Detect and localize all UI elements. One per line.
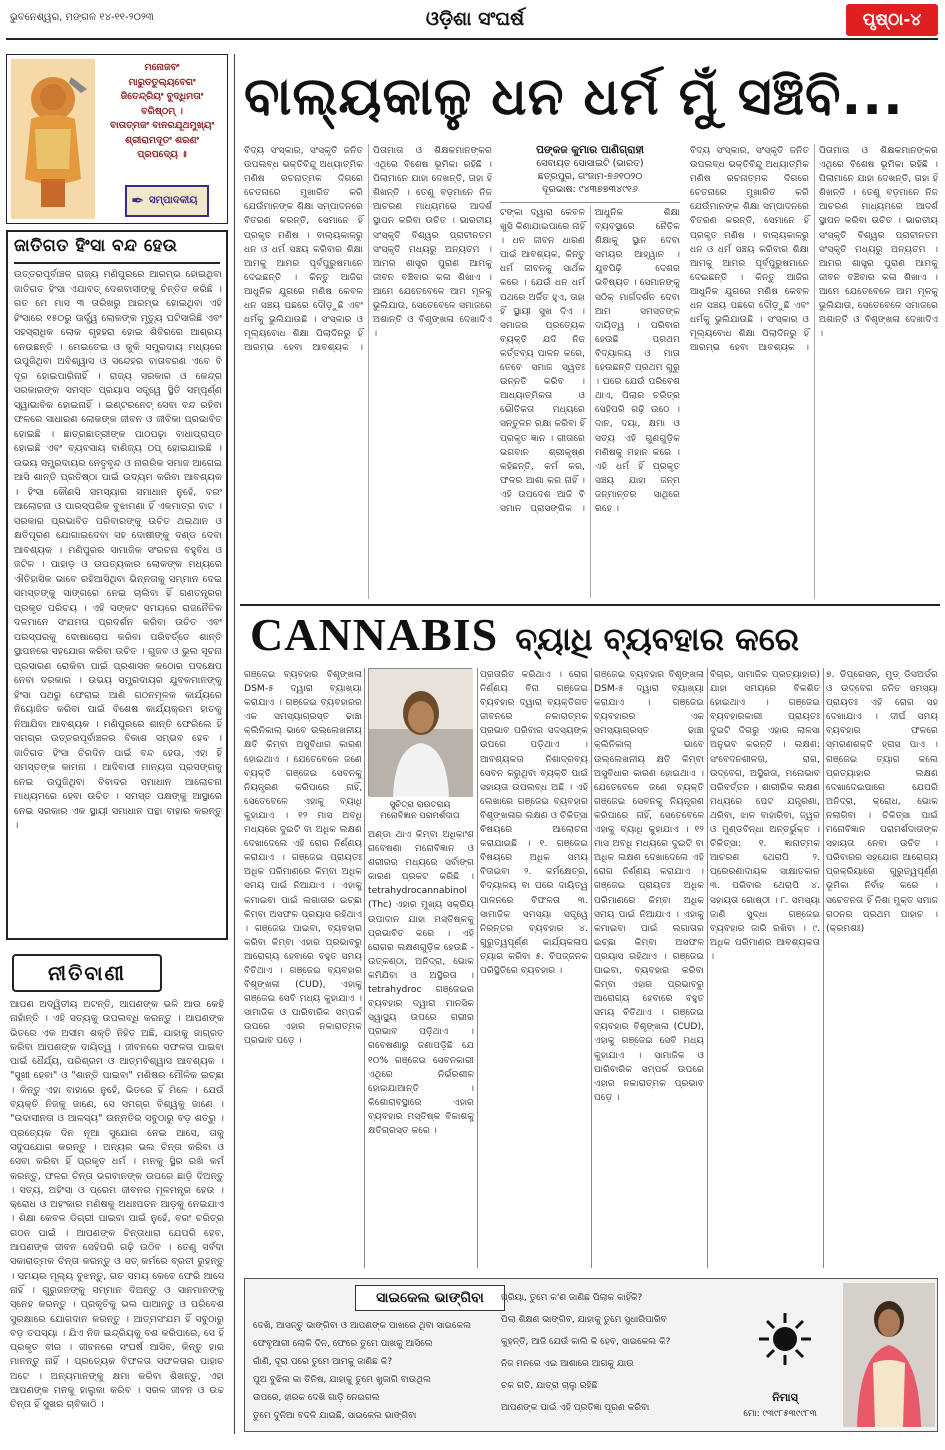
caption-role: ମନୋବିଜ୍ଞାନ ପରାମର୍ଶଦାତା bbox=[380, 811, 460, 821]
article2-headline-en: CANNABIS bbox=[250, 609, 499, 660]
nitibani-title: ନୀତିବାଣୀ bbox=[47, 961, 127, 985]
col-rule bbox=[823, 668, 824, 1268]
quote-line: ବରିଷ୍ଠମ୍ । bbox=[141, 105, 183, 117]
article2-headline-or: ବ୍ୟାଧି ବ୍ୟବହାର କରେ bbox=[515, 620, 800, 658]
article2-col-c: ପ୍ରତାରିତ କରିଥାଏ । ରୋଗ ନିର୍ଣ୍ଣୟ ବିନା ଗଞ୍ଜେଇ ବ୍ୟବହାର ଦ୍ୱାରା ବ୍ୟକ୍ତିଗତ ଜୀବନରେ ନକାରାତ୍ମକ ପ୍ରଭାବ ପରିବାର ସଦସ୍ୟଙ୍କ ଉପରେ ପଡ଼ିଥାଏ । ଆବଶ୍ୟକତା ନିଶାଦ୍ରବ୍ୟ ସେବନ କରୁଥିବା ବ୍ୟକ୍ତି ପାଇଁ ସହାୟତା ଉପଲବ୍ଧ ଅଛି । ଏହି ଲେଖାରେ ଗଞ୍ଜେଇ ବ୍ୟବହାର ବିଶୃଙ୍ଖଳାର ଲକ୍ଷଣ ଓ ଚିକିତ୍ସା ବିଷୟରେ ଆଲୋଚନା କରାଯାଇଛି । ୧. ଗଞ୍ଜେଇ ବିଷୟରେ ଅଧିକ ସମୟ ବିତାଇବା ୨. କର୍ମକ୍ଷେତ୍ର, ବିଦ୍ୟାଳୟ ବା ଘରେ ଦାୟିତ୍ୱ ପାଳନରେ ବିଫଳତା ୩. ସାମାଜିକ ସମସ୍ୟା ସତ୍ତ୍ୱେ ନିରନ୍ତର ବ୍ୟବହାର ୪. ଗୁରୁତ୍ୱପୂର୍ଣ୍ଣ କାର୍ଯ୍ୟକଳାପ ତ୍ୟାଗ କରିବା ୫. ବିପଜ୍ଜନକ ପରିସ୍ଥିତିରେ ବ୍ୟବହାର । bbox=[480, 669, 588, 976]
poem-line: ପିଲା ଶିକ୍ଷଣ ଭାଙ୍ଗିବ, ଯାହାକୁ ତୁମେ ସୁଧାରିପାରିବ bbox=[501, 1315, 667, 1325]
col-rule bbox=[591, 668, 592, 1268]
masthead-rule bbox=[6, 38, 938, 40]
author-name: ପଙ୍କଜ କୁମାର ପାଣିଗ୍ରାହୀ bbox=[536, 144, 644, 156]
poem-line: ତୁମେ ଦୁନିଆ ବଦଳି ଯାଇଛି, ସାଇକେଲ ଭାଙ୍ଗିବା bbox=[253, 1411, 417, 1421]
sun-ornament-icon bbox=[755, 1309, 815, 1369]
article2-col-e: ବିଚାର, ସାମାଜିକ ପ୍ରତ୍ୟାହାର) ଯାହା ସମୟରେ ବିକଶିତ ହୋଇଥାଏ । ଗଞ୍ଜେଇ ବ୍ୟବହାରକାରୀ ପ୍ରାୟତଃ ଦୁଇଟି ଦିଗରୁ ଏହାର ଲାଳସା ଅନୁଭବ କରନ୍ତି । ଲକ୍ଷଣ: ସଂବେଦନଶୀଳତା, ରାଗ, ଉଦ୍ବେଗ, ଅସ୍ଥିରତା, ମନୋଭାବ ପରିବର୍ତ୍ତନ । ଶାରୀରିକ ଲକ୍ଷଣ ମଧ୍ୟରେ ପେଟ ଯନ୍ତ୍ରଣା, ଥରିବା, ଝାଳ ବାହାରିବା, ଜ୍ୱର ଓ ମୁଣ୍ଡବିନ୍ଧା ଅନ୍ତର୍ଭୁକ୍ତ । ଚିକିତ୍ସା: ୧. ଜ୍ଞାନାତ୍ମକ ଆଚରଣ ଥେରାପି ୨. ପ୍ରେରଣାଦାୟକ ସାକ୍ଷାତକାର ୩. ପରିବାର ଥେରାପି ୪. ସହାୟତା ଗୋଷ୍ଠୀ । ୮. ସମସ୍ୟା ଜାଣି ସୁଦ୍ଧା ଗଞ୍ଜେଇ ବ୍ୟବହାର ଜାରି ରଖିବା । ୯. ଅଧିକ ପରିମାଣର ଆବଶ୍ୟକତା । bbox=[710, 669, 820, 962]
editorial-title-rule bbox=[14, 262, 220, 264]
poem-line: ଉପରେ, ହୀରକ ଦେଖି ଗାଡ଼ି ନେଇଗଲ bbox=[253, 1393, 380, 1403]
poem-author: ନିମାସ୍ bbox=[772, 1391, 798, 1404]
article1-headline: ବାଲ୍ୟକାଳୁ ଧନ ଧର୍ମ ମୁଁ ସଞ୍ଚିବି... bbox=[244, 67, 904, 127]
quote-line: ପ୍ରପଦ୍ୟେ ॥ bbox=[137, 149, 187, 160]
col-rule bbox=[707, 668, 708, 1268]
poem-title: ସାଇକେଲ ଭାଙ୍ଗିବା bbox=[376, 1290, 484, 1306]
poem-line: ଚକ ଗତି, ଯାତ୍ରା ଚାଲୁ ରହିଛି bbox=[501, 1381, 598, 1391]
author-address: ଛତ୍ରପୁର, ଗଂଜାମ-୭୬୧୦୨୦ bbox=[537, 171, 643, 182]
editorial-badge bbox=[125, 185, 209, 217]
hanuman-illustration bbox=[11, 59, 95, 219]
poem-line: କୁହନ୍ତି, ଆଜି ଯେଉଁ କାଲି କି ହେବ, ସାଇକେଲ କି? bbox=[501, 1337, 671, 1347]
poet-photo-image bbox=[843, 1283, 935, 1427]
dateline: ଭୁବନେଶ୍ୱର, ମଙ୍ଗଳ ୧୪-୧୧-୨୦୨୩ bbox=[10, 12, 154, 23]
article2-col-d: ଗଞ୍ଜେଇ ବ୍ୟବହାର ବିଶୃଙ୍ଖଳା DSM-୫ ଦ୍ୱାରା ବ୍ୟାଖ୍ୟା କରାଯାଏ । ଗଞ୍ଜେଇ ବ୍ୟବହାରର ଏକ ସମସ୍ୟାଗ୍ରସ୍ତ ଢାଞ୍ଚା କ୍ଲିନିକାଲ୍ ଭାବେ ଉଲ୍ଲେଖନୀୟ କ୍ଷତି କିମ୍ବା ଅସୁବିଧାର କାରଣ ହୋଇଥାଏ । ଯେତେବେଳେ ଜଣେ ବ୍ୟକ୍ତି ଗଞ୍ଜେଇ ସେବନକୁ ନିୟନ୍ତ୍ରଣ କରିପାରେ ନାହିଁ, ସେତେବେଳେ ଏହାକୁ ବ୍ୟାଧି କୁହାଯାଏ । ୧୨ ମାସ ଅବଧି ମଧ୍ୟରେ ଦୁଇଟି ବା ଅଧିକ ଲକ୍ଷଣ ଦେଖାଦେଲେ ଏହି ରୋଗ ନିର୍ଣ୍ଣୟ କରାଯାଏ । ଗଞ୍ଜେଇ ପ୍ରାୟତଃ ଅଧିକ ପରିମାଣରେ କିମ୍ବା ଅଧିକ ସମୟ ପାଇଁ ନିଆଯାଏ । ଏହାକୁ କମାଇବା ପାଇଁ ଲଗାତାର ଇଚ୍ଛା କିମ୍ବା ଅସଫଳ ପ୍ରୟାସ ରହିଥାଏ । ଗଞ୍ଜେଇ ପାଇବା, ବ୍ୟବହାର କରିବା କିମ୍ବା ଏହାର ପ୍ରଭାବରୁ ଆରୋଗ୍ୟ ହେବାରେ ବହୁତ ସମୟ ବିତିଥାଏ । ଗଞ୍ଜେଇ ବ୍ୟବହାର ବିଶୃଙ୍ଖଳା (CUD), ଏହାକୁ ଗଞ୍ଜେଇ ସେବି ମଧ୍ୟ କୁହାଯାଏ । ସାମାଜିକ ଓ ପାରିବାରିକ ସମ୍ପର୍କ ଉପରେ ଏହାର ନକାରାତ୍ମକ ପ୍ରଭାବ ପଡ଼େ । bbox=[594, 669, 704, 1103]
poem-col-2 bbox=[501, 1287, 731, 1419]
article1-body-left: ବିଦ୍ୟ ସଂସ୍କାର, ସଂସ୍କୃତି ଜନିତ ଉପଲବ୍ଧ ଭକ୍ତିବିନ୍ଦୁ ଅଧ୍ୟାତ୍ମିକ ମଣିଷ ରଚନାତ୍ମକ ଦିଗରେ ଚେତନାରେ ମୁଖାରିତ କରି ଯେଉଁମାନଙ୍କ ଶିକ୍ଷା ସମ୍ପାଦନରେ ବିତରଣ କରନ୍ତି, ସେମାନେ ହିଁ ପ୍ରକୃତ ମଣିଷ । ବାଲ୍ୟକାଳରୁ ଧନ ଓ ଧର୍ମ ସଞ୍ଚୟ କରିବାର ଶିକ୍ଷା ଆମକୁ ଆମର ପୂର୍ବପୁରୁଷମାନେ ଦେଇଛନ୍ତି । କିନ୍ତୁ ଆଜିର ଆଧୁନିକ ଯୁଗରେ ମଣିଷ କେବଳ ଧନ ସଞ୍ଚୟ ପଛରେ ଦୌଡ଼ୁଛି ଏବଂ ଧର୍ମକୁ ଭୁଲିଯାଉଛି । ସଂସ୍କାର ଓ ମୂଲ୍ୟବୋଧ ଶିକ୍ଷା ପିଲାଦିନରୁ ହିଁ ଆରମ୍ଭ ହେବା ଆବଶ୍ୟକ । ପିତାମାତା ଓ ଶିକ୍ଷକମାନଙ୍କର ଏଥିରେ ବିଶେଷ ଭୂମିକା ରହିଛି । ପିଲାମାନେ ଯାହା ଦେଖନ୍ତି, ତାହା ହିଁ ଶିଖନ୍ତି । ତେଣୁ ବଡ଼ମାନେ ନିଜ ଆଚରଣ ମାଧ୍ୟମରେ ଆଦର୍ଶ ସ୍ଥାପନ କରିବା ଉଚିତ । ଭାରତୀୟ ସଂସ୍କୃତି ବିଶ୍ୱର ପ୍ରାଚୀନତମ ସଂସ୍କୃତି ମଧ୍ୟରୁ ଅନ୍ୟତମ । ଆମର ଶାସ୍ତ୍ର ପୁରାଣ ଆମକୁ ଜୀବନ ବଞ୍ଚିବାର କଳା ଶିଖାଏ । ଆମେ ଯେତେବେଳେ ଆମ ମୂଳକୁ ଭୁଲିଯାଉ, ସେତେବେଳେ ସମାଜରେ ଅଶାନ୍ତି ଓ ବିଶୃଙ୍ଖଳା ଦେଖାଦିଏ । bbox=[244, 145, 492, 354]
page-label bbox=[846, 4, 938, 36]
quote-line: ମନୋଜବଂ bbox=[144, 62, 180, 73]
poem-line: ଗାଁଣି, ଦୂରା ପରେ ତୁମେ ଆମକୁ ଜାଣିଛ କି? bbox=[253, 1357, 393, 1367]
photo-caption bbox=[364, 800, 476, 822]
quill-icon: ✒ bbox=[131, 191, 145, 210]
quote-line: ବାତାତ୍ମଜଂ ବାନରଯୂଥମୁଖ୍ୟଂ bbox=[109, 120, 215, 131]
poem-title-box bbox=[355, 1285, 505, 1311]
article1-body-mid: ଟଙ୍କା ଦ୍ୱାରା କେବଳ ଖୁସି କିଣାଯାଇପାରେ ନାହିଁ । ଧନ ଜୀବନ ଧାରଣ ପାଇଁ ଆବଶ୍ୟକ, କିନ୍ତୁ ଧର୍ମ ଜୀବନକୁ ସାର୍ଥକ କରେ । ଯେଉଁ ଧନ ଧର୍ମ ପଥରେ ଅର୍ଜିତ ହୁଏ, ତାହା ହିଁ ସ୍ଥାୟୀ ସୁଖ ଦିଏ । ସମାଜର ପ୍ରତ୍ୟେକ ବ୍ୟକ୍ତି ଯଦି ନିଜ କର୍ତ୍ତବ୍ୟ ପାଳନ କରେ, ତେବେ ସମାଜ ସ୍ୱତଃ ଉନ୍ନତି କରିବ । ଆଧ୍ୟାତ୍ମିକତା ଓ ଭୌତିକତା ମଧ୍ୟରେ ସନ୍ତୁଳନ ରକ୍ଷା କରିବା ହିଁ ପ୍ରକୃତ ଜ୍ଞାନ । ଗୀତାରେ ଭଗବାନ ଶ୍ରୀକୃଷ୍ଣ କହିଛନ୍ତି, କର୍ମ କର, ଫଳର ଆଶା କର ନାହିଁ । ଏହି ଉପଦେଶ ଆଜି ବି ସମାନ ପ୍ରାସଙ୍ଗିକ । ଆଧୁନିକ ଶିକ୍ଷା ବ୍ୟବସ୍ଥାରେ ନୈତିକ ଶିକ୍ଷାକୁ ସ୍ଥାନ ଦେବା ସମୟର ଆହ୍ୱାନ । ଯୁବପିଢ଼ି ଦେଶର ଭବିଷ୍ୟତ । ସେମାନଙ୍କୁ ସଠିକ୍ ମାର୍ଗଦର୍ଶନ ଦେବା ଆମ ସମସ୍ତଙ୍କ ଦାୟିତ୍ୱ । ପରିବାର ହେଉଛି ପ୍ରଥମ ବିଦ୍ୟାଳୟ ଓ ମାତା ହେଉଛନ୍ତି ପ୍ରଥମ ଗୁରୁ । ଘରେ ଯେଉଁ ପରିବେଶ ଥାଏ, ପିଲାର ଚରିତ୍ର ସେହିପରି ଗଢ଼ି ଉଠେ । ଦାନ, ଦୟା, କ୍ଷମା ଓ ସତ୍ୟ ଏହି ଗୁଣଗୁଡ଼ିକ ମଣିଷକୁ ମହାନ କରେ । ଏହି ଧର୍ମ ହିଁ ପ୍ରକୃତ ସଞ୍ଚୟ ଯାହା ଜନ୍ମ ଜନ୍ମାନ୍ତର ସାଥିରେ ରହେ । bbox=[500, 207, 680, 514]
author-org: ସେବାୟତ ସୋସାଇଟି (ଭାରତ) bbox=[536, 158, 644, 169]
poem-line: ଦେଖି, ଆସନ୍ତୁ ଭାଙ୍ଗିବା ଓ ଆପଣଙ୍କ ପାଖରେ ଥିବା ସାଇକେଲ bbox=[253, 1321, 471, 1331]
poem-line: ନିଜ ମନରେ ଏଇ ଆଶାରେ ଆଗକୁ ଯାଉ bbox=[501, 1359, 634, 1369]
quote-box bbox=[6, 54, 228, 224]
quote-line: ମାରୁତତୁଲ୍ୟବେଗଂ bbox=[128, 76, 196, 88]
editorial-body: ଉତ୍ତରପୂର୍ବାଞ୍ଚଳ ରାଜ୍ୟ ମଣିପୁରରେ ଆରମ୍ଭ ହୋଇଥିବା ଜାତିଗତ ହିଂସା ଏଯାବତ୍ ଦେଶବାସୀଙ୍କୁ ଚିନ୍ତିତ କରିଛି । ଗତ ମେ ମାସ ୩ ତାରିଖରୁ ଆରମ୍ଭ ହୋଇଥିବା ଏହି ହିଂସାରେ ୧୫୦ରୁ ଊର୍ଦ୍ଧ୍ୱ ଲୋକଙ୍କ ମୃତ୍ୟୁ ଘଟିସାରିଛି ଏବଂ ସହସ୍ରାଧିକ ଲୋକ ଗୃହହରା ହୋଇ ଶିବିରରେ ଆଶ୍ରୟ ନେଉଛନ୍ତି । ମେଇତେଇ ଓ କୁକି ସମ୍ପ୍ରଦାୟ ମଧ୍ୟରେ ଉପୁଜିଥିବା ଅବିଶ୍ୱାସ ଓ ସନ୍ଦେହର ବାତାବରଣ ଏବେ ବି ଦୂର ହୋଇପାରିନାହିଁ । ରାଜ୍ୟ ସରକାର ଓ କେନ୍ଦ୍ର ସରକାରଙ୍କ ସମସ୍ତ ପ୍ରୟାସ ସତ୍ତ୍ୱେ ସ୍ଥିତି ସମ୍ପୂର୍ଣ୍ଣ ସ୍ୱାଭାବିକ ହୋଇନାହିଁ । ଇଣ୍ଟରନେଟ୍ ସେବା ବନ୍ଦ ରହିବା ଫଳରେ ସାଧାରଣ ଲୋକଙ୍କ ଜୀବନ ଓ ଜୀବିକା ପ୍ରଭାବିତ ହୋଇଛି । ଛାତ୍ରଛାତ୍ରୀଙ୍କ ପାଠପଢ଼ା ବାଧାପ୍ରାପ୍ତ ହୋଇଛି ଏବଂ ବ୍ୟବସାୟ ବାଣିଜ୍ୟ ଠପ୍ ହୋଇଯାଇଛି । ଉଭୟ ସମ୍ପ୍ରଦାୟର ନେତୃବୃନ୍ଦ ଓ ନାଗରିକ ସମାଜ ଆଗେଇ ଆସି ଶାନ୍ତି ପ୍ରତିଷ୍ଠା ପାଇଁ ଉଦ୍ୟମ କରିବା ଆବଶ୍ୟକ । ହିଂସା କୌଣସି ସମସ୍ୟାର ସମାଧାନ ନୁହେଁ, ବରଂ ଆଲୋଚନା ଓ ପାରସ୍ପରିକ ବୁଝାମଣା ହିଁ ଏକମାତ୍ର ବାଟ । ସରକାର ପ୍ରଭାବିତ ପରିବାରଙ୍କୁ ଉଚିତ ଥଇଥାନ ଓ କ୍ଷତିପୂରଣ ଯୋଗାଇଦେବା ସହ ଦୋଷୀଙ୍କୁ ଦଣ୍ଡ ଦେବା ଆବଶ୍ୟକ । ମଣିପୁରର ସାମାଜିକ ସଂରଚନା ବହୁବିଧ ଓ ଜଟିଳ । ପାହାଡ଼ ଓ ଉପତ୍ୟକାର ଲୋକଙ୍କ ମଧ୍ୟରେ ଐତିହାସିକ ଭାବେ ରହିଆସିଥିବା ଭିନ୍ନତାକୁ ସମ୍ମାନ ଦେଇ ସମସ୍ତଙ୍କୁ ସାଙ୍ଗରେ ନେଇ ଚାଲିବା ହିଁ ଗଣତନ୍ତ୍ରର ପ୍ରକୃତ ପରିଚୟ । ଏହି ସଙ୍କଟ ସମୟରେ ରାଜନୈତିକ ଦଳମାନେ ସଂଯମତା ପ୍ରଦର୍ଶନ କରିବା ଉଚିତ ଏବଂ ପରସ୍ପରକୁ ଦୋଷାରୋପ କରିବା ପରିବର୍ତ୍ତେ ଶାନ୍ତି ସ୍ଥାପନରେ ସହଯୋଗ କରିବା ଉଚିତ । ଗୁଜବ ଓ ଭୁଲ ସୂଚନା ପ୍ରସାରଣ ରୋକିବା ପାଇଁ ପ୍ରଶାସନ କଠୋର ପଦକ୍ଷେପ ନେବା ଦରକାର । ଉଭୟ ସମ୍ପ୍ରଦାୟର ଯୁବକମାନଙ୍କୁ ହିଂସା ପଥରୁ ଫେରାଇ ଆଣି ଗଠନମୂଳକ କାର୍ଯ୍ୟରେ ନିୟୋଜିତ କରିବା ପାଇଁ ବିଶେଷ କାର୍ଯ୍ୟକ୍ରମ ହାତକୁ ନିଆଯିବା ଆବଶ୍ୟକ । ମଣିପୁରରେ ଶାନ୍ତି ଫେରିଲେ ହିଁ ସମଗ୍ର ଉତ୍ତରପୂର୍ବାଞ୍ଚଳର ବିକାଶ ସମ୍ଭବ ହେବ । ଜାତିଗତ ହିଂସା ଚିରଦିନ ପାଇଁ ବନ୍ଦ ହେଉ, ଏହା ହିଁ ସମସ୍ତଙ୍କ କାମନା । ଆଦିବାସୀ ମାନ୍ୟତା ପ୍ରସଙ୍ଗକୁ ନେଇ ଉପୁଜିଥିବା ବିବାଦର ସମାଧାନ ଆଲୋଚନା ମାଧ୍ୟମରେ ହେବା ଉଚିତ । ସମସ୍ତ ପକ୍ଷଙ୍କୁ ଆସ୍ଥାରେ ନେଇ ସରକାର ଏକ ସ୍ଥାୟୀ ସମାଧାନ ପନ୍ଥା ବାହାର କରନ୍ତୁ । bbox=[14, 269, 222, 831]
col-rule bbox=[477, 668, 478, 1268]
poem-line: ଫେବୃଆରୀ ଲୋକି ଦିନ, ଫେରେ ତୁମେ ପାଖକୁ ଆସିଲେ bbox=[253, 1339, 433, 1349]
article1-body-right: ବିଦ୍ୟ ସଂସ୍କାର, ସଂସ୍କୃତି ଜନିତ ଉପଲବ୍ଧ ଭକ୍ତିବିନ୍ଦୁ ଅଧ୍ୟାତ୍ମିକ ମଣିଷ ରଚନାତ୍ମକ ଦିଗରେ ଚେତନାରେ ମୁଖାରିତ କରି ଯେଉଁମାନଙ୍କ ଶିକ୍ଷା ସମ୍ପାଦନରେ ବିତରଣ କରନ୍ତି, ସେମାନେ ହିଁ ପ୍ରକୃତ ମଣିଷ । ବାଲ୍ୟକାଳରୁ ଧନ ଓ ଧର୍ମ ସଞ୍ଚୟ କରିବାର ଶିକ୍ଷା ଆମକୁ ଆମର ପୂର୍ବପୁରୁଷମାନେ ଦେଇଛନ୍ତି । କିନ୍ତୁ ଆଜିର ଆଧୁନିକ ଯୁଗରେ ମଣିଷ କେବଳ ଧନ ସଞ୍ଚୟ ପଛରେ ଦୌଡ଼ୁଛି ଏବଂ ଧର୍ମକୁ ଭୁଲିଯାଉଛି । ସଂସ୍କାର ଓ ମୂଲ୍ୟବୋଧ ଶିକ୍ଷା ପିଲାଦିନରୁ ହିଁ ଆରମ୍ଭ ହେବା ଆବଶ୍ୟକ । ପିତାମାତା ଓ ଶିକ୍ଷକମାନଙ୍କର ଏଥିରେ ବିଶେଷ ଭୂମିକା ରହିଛି । ପିଲାମାନେ ଯାହା ଦେଖନ୍ତି, ତାହା ହିଁ ଶିଖନ୍ତି । ତେଣୁ ବଡ଼ମାନେ ନିଜ ଆଚରଣ ମାଧ୍ୟମରେ ଆଦର୍ଶ ସ୍ଥାପନ କରିବା ଉଚିତ । ଭାରତୀୟ ସଂସ୍କୃତି ବିଶ୍ୱର ପ୍ରାଚୀନତମ ସଂସ୍କୃତି ମଧ୍ୟରୁ ଅନ୍ୟତମ । ଆମର ଶାସ୍ତ୍ର ପୁରାଣ ଆମକୁ ଜୀବନ ବଞ୍ଚିବାର କଳା ଶିଖାଏ । ଆମେ ଯେତେବେଳେ ଆମ ମୂଳକୁ ଭୁଲିଯାଉ, ସେତେବେଳେ ସମାଜରେ ଅଶାନ୍ତି ଓ ବିଶୃଙ୍ଖଳା ଦେଖାଦିଏ । bbox=[690, 145, 938, 354]
article2-col-b: ଅଣ୍ଡା ଥାଏ କିମ୍ବା ଅଧିକାଂଶ ଗବେଷଣା ମନୋବିଜ୍ଞାନ ଓ ଶରୀରର ମଧ୍ୟରେ ସର୍ବାଙ୍ଗ କାରଣ ପ୍ରକଟ କରିଛି । tetrahydrocannabinol (Thc) ଏହାର ମୁଖ୍ୟ ସକ୍ରିୟ ଉପାଦାନ ଯାହା ମସ୍ତିଷ୍କକୁ ପ୍ରଭାବିତ କରେ । ଏହି ରୋଗର ଲକ୍ଷଣଗୁଡ଼ିକ ହେଉଛି - ଉତ୍କଣ୍ଠା, ଅନିଦ୍ରା, ଭୋକ କମିଯିବା ଓ ଅସ୍ଥିରତା । tetrahydroc ଗଞ୍ଜେଇର ବ୍ୟବହାର ଦ୍ୱାରା ମାନସିକ ସ୍ୱାସ୍ଥ୍ୟ ଉପରେ ଗଭୀର ପ୍ରଭାବ ପଡ଼ିଥାଏ । ଗବେଷଣାରୁ ଜଣାପଡ଼ିଛି ଯେ ୧୦% ଗଞ୍ଜେଇ ସେବନକାରୀ ଏଥିରେ ନିର୍ଭରଶୀଳ ହୋଇଯାଆନ୍ତି । କିଶୋରାବସ୍ଥାରେ ଏହାର ବ୍ୟବହାର ମସ୍ତିଷ୍କ ବିକାଶକୁ କ୍ଷତିଗ୍ରସ୍ତ କରେ । bbox=[368, 829, 474, 1136]
caption-name: ସୁଚିତ୍ରା ରାଉତରାୟ bbox=[389, 800, 451, 810]
author-photo-image bbox=[369, 669, 473, 797]
poem-phone: ମୋ: ୯୩୯୮୫୩୯୯୮୩ bbox=[743, 1409, 817, 1419]
quote-line: ଶ୍ରୀରାମଦୂତଂ ଶରଣଂ bbox=[125, 134, 199, 146]
article2-col-f: ୭. ଡିପ୍ରେସନ୍, ମୁଡ୍ ଡିସଅର୍ଡର ଓ ଉଦ୍ବେଗ ଜନିତ ସମସ୍ୟା ପ୍ରାୟତଃ ଏହି ରୋଗ ସହ ଦେଖାଯାଏ । ଦୀର୍ଘ ସମୟ ବ୍ୟବହାର ଫଳରେ ସ୍ମରଣଶକ୍ତି ହ୍ରାସ ପାଏ । ଗଞ୍ଜେଇ ତ୍ୟାଗ କଲେ ପ୍ରତ୍ୟାହାର ଲକ୍ଷଣ ଦେଖାଦେଇପାରେ ଯେପରି ଅନିଦ୍ରା, କ୍ରୋଧ, ଭୋକ ନଲାଗିବା । ଚିକିତ୍ସା ପାଇଁ ମନୋବିଜ୍ଞାନ ପରାମର୍ଶଦାତାଙ୍କ ସହାୟତା ନେବା ଉଚିତ । ପରିବାରର ସହଯୋଗ ଆରୋଗ୍ୟ ପ୍ରକ୍ରିୟାରେ ଗୁରୁତ୍ୱପୂର୍ଣ୍ଣ ଭୂମିକା ନିର୍ବାହ କରେ । ସଚେତନତା ହିଁ ନିଶା ମୁକ୍ତ ସମାଜ ଗଠନର ପ୍ରଥମ ପାହାଚ । (କ୍ରମଶଃ) bbox=[826, 669, 938, 934]
article2-col-a: ଗଞ୍ଜେଇ ବ୍ୟବହାର ବିଶୃଙ୍ଖଳା DSM-୫ ଦ୍ୱାରା ବ୍ୟାଖ୍ୟା କରାଯାଏ । ଗଞ୍ଜେଇ ବ୍ୟବହାରର ଏକ ସମସ୍ୟାଗ୍ରସ୍ତ ଢାଞ୍ଚା କ୍ଲିନିକାଲ୍ ଭାବେ ଉଲ୍ଲେଖନୀୟ କ୍ଷତି କିମ୍ବା ଅସୁବିଧାର କାରଣ ହୋଇଥାଏ । ଯେତେବେଳେ ଜଣେ ବ୍ୟକ୍ତି ଗଞ୍ଜେଇ ସେବନକୁ ନିୟନ୍ତ୍ରଣ କରିପାରେ ନାହିଁ, ସେତେବେଳେ ଏହାକୁ ବ୍ୟାଧି କୁହାଯାଏ । ୧୨ ମାସ ଅବଧି ମଧ୍ୟରେ ଦୁଇଟି ବା ଅଧିକ ଲକ୍ଷଣ ଦେଖାଦେଲେ ଏହି ରୋଗ ନିର୍ଣ୍ଣୟ କରାଯାଏ । ଗଞ୍ଜେଇ ପ୍ରାୟତଃ ଅଧିକ ପରିମାଣରେ କିମ୍ବା ଅଧିକ ସମୟ ପାଇଁ ନିଆଯାଏ । ଏହାକୁ କମାଇବା ପାଇଁ ଲଗାତାର ଇଚ୍ଛା କିମ୍ବା ଅସଫଳ ପ୍ରୟାସ ରହିଥାଏ । ଗଞ୍ଜେଇ ପାଇବା, ବ୍ୟବହାର କରିବା କିମ୍ବା ଏହାର ପ୍ରଭାବରୁ ଆରୋଗ୍ୟ ହେବାରେ ବହୁତ ସମୟ ବିତିଥାଏ । ଗଞ୍ଜେଇ ବ୍ୟବହାର ବିଶୃଙ୍ଖଳା (CUD), ଏହାକୁ ଗଞ୍ଜେଇ ସେବି ମଧ୍ୟ କୁହାଯାଏ । ସାମାଜିକ ଓ ପାରିବାରିକ ସମ୍ପର୍କ ଉପରେ ଏହାର ନକାରାତ୍ମକ ପ୍ରଭାବ ପଡ଼େ । bbox=[244, 669, 362, 1047]
poet-photo bbox=[843, 1283, 935, 1427]
quote-verse bbox=[101, 61, 223, 163]
page-label-text: ପୃଷ୍ଠା-୪ bbox=[862, 10, 922, 30]
article2-headline bbox=[250, 606, 940, 664]
paper-name: ଓଡ଼ିଶା ସଂଘର୍ଷ bbox=[425, 8, 525, 30]
col-rule bbox=[364, 668, 365, 1268]
column-divider bbox=[234, 54, 235, 1434]
nitibani-section bbox=[6, 950, 228, 1434]
nitibani-title-box bbox=[12, 954, 162, 992]
author-phone: ଦୂରଭାଷ: ୯୪୩୭୭୩୪୯୧୬ bbox=[542, 184, 638, 195]
author-photo bbox=[368, 668, 472, 796]
poem-line: ପ୍ରିୟା, ତୁମେ କ'ଣ ଜାଣିଛ ପିଲାକ କାହିଁକି? bbox=[501, 1293, 643, 1303]
byline-rule bbox=[500, 202, 680, 203]
editorial-box bbox=[6, 230, 228, 940]
article1-byline bbox=[500, 144, 680, 200]
poem-line: ପୁଅ ବୁଝିଲ କା ତିନିଷ, ଯାହାକୁ ତୁମେ ଖୁଜାଗି ବାଉଥିଲ bbox=[253, 1375, 431, 1385]
editorial-badge-text: ସମ୍ପାଦକୀୟ bbox=[149, 195, 198, 206]
quote-line: ଜିତେନ୍ଦ୍ରିୟଂ ବୁଦ୍ଧିମତାଂ bbox=[120, 91, 204, 102]
nitibani-body: ଆପଣ ଅଦ୍ୱିତୀୟ ଅଟନ୍ତି, ଆପଣଙ୍କ ଭଳି ଆଉ କେହି ନାହାଁନ୍ତି । ଏହି ସତ୍ୟକୁ ଉପଲବ୍ଧି କରନ୍ତୁ । ଆପଣଙ୍କ ଭିତରେ ଏକ ଅସୀମ ଶକ୍ତି ନିହିତ ଅଛି, ଯାହାକୁ ଜାଗ୍ରତ କରିବା ଆପଣଙ୍କ ଦାୟିତ୍ୱ । ଜୀବନରେ ସଫଳତା ପାଇବା ପାଇଁ ଧୈର୍ଯ୍ୟ, ପରିଶ୍ରମ ଓ ଆତ୍ମବିଶ୍ୱାସ ଆବଶ୍ୟକ । "ସୁଖୀ ହେବା" ଓ "ଶାନ୍ତି ପାଇବା" ମଣିଷର ମୌଳିକ ଇଚ୍ଛା । କିନ୍ତୁ ଏହା ବାହାରେ ନୁହେଁ, ଭିତରେ ହିଁ ମିଳେ । ଯେଉଁ ବ୍ୟକ୍ତି ନିଜକୁ ଜାଣେ, ସେ ସମଗ୍ର ବିଶ୍ୱକୁ ଜାଣେ । "ଉଦାସୀନତା ଓ ଆଳସ୍ୟ" ଉନ୍ନତିର ସବୁଠାରୁ ବଡ଼ ଶତ୍ରୁ । ପ୍ରତ୍ୟେକ ଦିନ ନୂଆ ସୁଯୋଗ ନେଇ ଆସେ, ତାକୁ ସଦୁପଯୋଗ କରନ୍ତୁ । ଅନ୍ୟର ଭଲ ଚିନ୍ତା କରିବା ଓ ସେବା କରିବା ହିଁ ପ୍ରକୃତ ଧର୍ମ । ମନକୁ ସ୍ଥିର ରଖି କର୍ମ କରନ୍ତୁ, ଫଳର ଚିନ୍ତା ଭଗବାନଙ୍କ ଉପରେ ଛାଡ଼ି ଦିଅନ୍ତୁ । ସତ୍ୟ, ଅହିଂସା ଓ ପ୍ରେମ ଜୀବନର ମୂଳମନ୍ତ୍ର ହେଉ । କ୍ରୋଧ ଓ ଅହଂକାର ମଣିଷକୁ ଅଧଃପତନ ଆଡ଼କୁ ନେଇଯାଏ । ଶିକ୍ଷା କେବଳ ଡିଗ୍ରୀ ପାଇବା ପାଇଁ ନୁହେଁ, ବରଂ ଚରିତ୍ର ଗଠନ ପାଇଁ । ଆପଣଙ୍କ ଚିନ୍ତାଧାରା ଯେପରି ହେବ, ଆପଣଙ୍କ ଜୀବନ ସେହିପରି ଗଢ଼ି ଉଠିବ । ତେଣୁ ସର୍ବଦା ସକାରାତ୍ମକ ଚିନ୍ତା କରନ୍ତୁ ଓ ସତ୍ କର୍ମରେ ବ୍ରତୀ ରୁହନ୍ତୁ । ସମୟର ମୂଲ୍ୟ ବୁଝନ୍ତୁ, ଗତ ସମୟ କେବେ ଫେରି ଆସେ ନାହିଁ । ଗୁରୁଜନଙ୍କୁ ସମ୍ମାନ ଦିଅନ୍ତୁ ଓ ସାନମାନଙ୍କୁ ସ୍ନେହ କରନ୍ତୁ । ପ୍ରକୃତିକୁ ଭଲ ପାଆନ୍ତୁ ଓ ପରିବେଶ ସୁରକ୍ଷାରେ ଯୋଗଦାନ କରନ୍ତୁ । ଆତ୍ମସଂଯମ ହିଁ ସବୁଠାରୁ ବଡ଼ ତପସ୍ୟା । ଯିଏ ନିଜ ଇନ୍ଦ୍ରିୟକୁ ବଶ କରିପାରେ, ସେ ହିଁ ପ୍ରକୃତ ବୀର । ଜୀବନରେ ସଂଘର୍ଷ ଆସିବ, କିନ୍ତୁ ହାର ମାନନ୍ତୁ ନାହିଁ । ପ୍ରତ୍ୟେକ ବିଫଳତା ସଫଳତାର ପାହାଚ ଅଟେ । ଅନ୍ୟମାନଙ୍କୁ କ୍ଷମା କରିବା ଶିଖନ୍ତୁ, ଏହା ଆପଣଙ୍କ ମନକୁ ହାଲୁକା କରିବ । ସରଳ ଜୀବନ ଓ ଉଚ୍ଚ ଚିନ୍ତା ହିଁ ସୁଖର ଚାବିକାଠି । bbox=[10, 999, 224, 1411]
poem-line: ଆପଣଙ୍କ ପାଇଁ ଏହି ପ୍ରତିଜ୍ଞା ପୂରଣ କରିବା bbox=[501, 1403, 650, 1413]
poem-col-1 bbox=[253, 1317, 493, 1425]
editorial-title: ଜାତିଗତ ହିଂସା ବନ୍ଦ ହେଉ bbox=[14, 236, 178, 256]
poem-box bbox=[244, 1278, 938, 1432]
masthead bbox=[0, 0, 945, 56]
